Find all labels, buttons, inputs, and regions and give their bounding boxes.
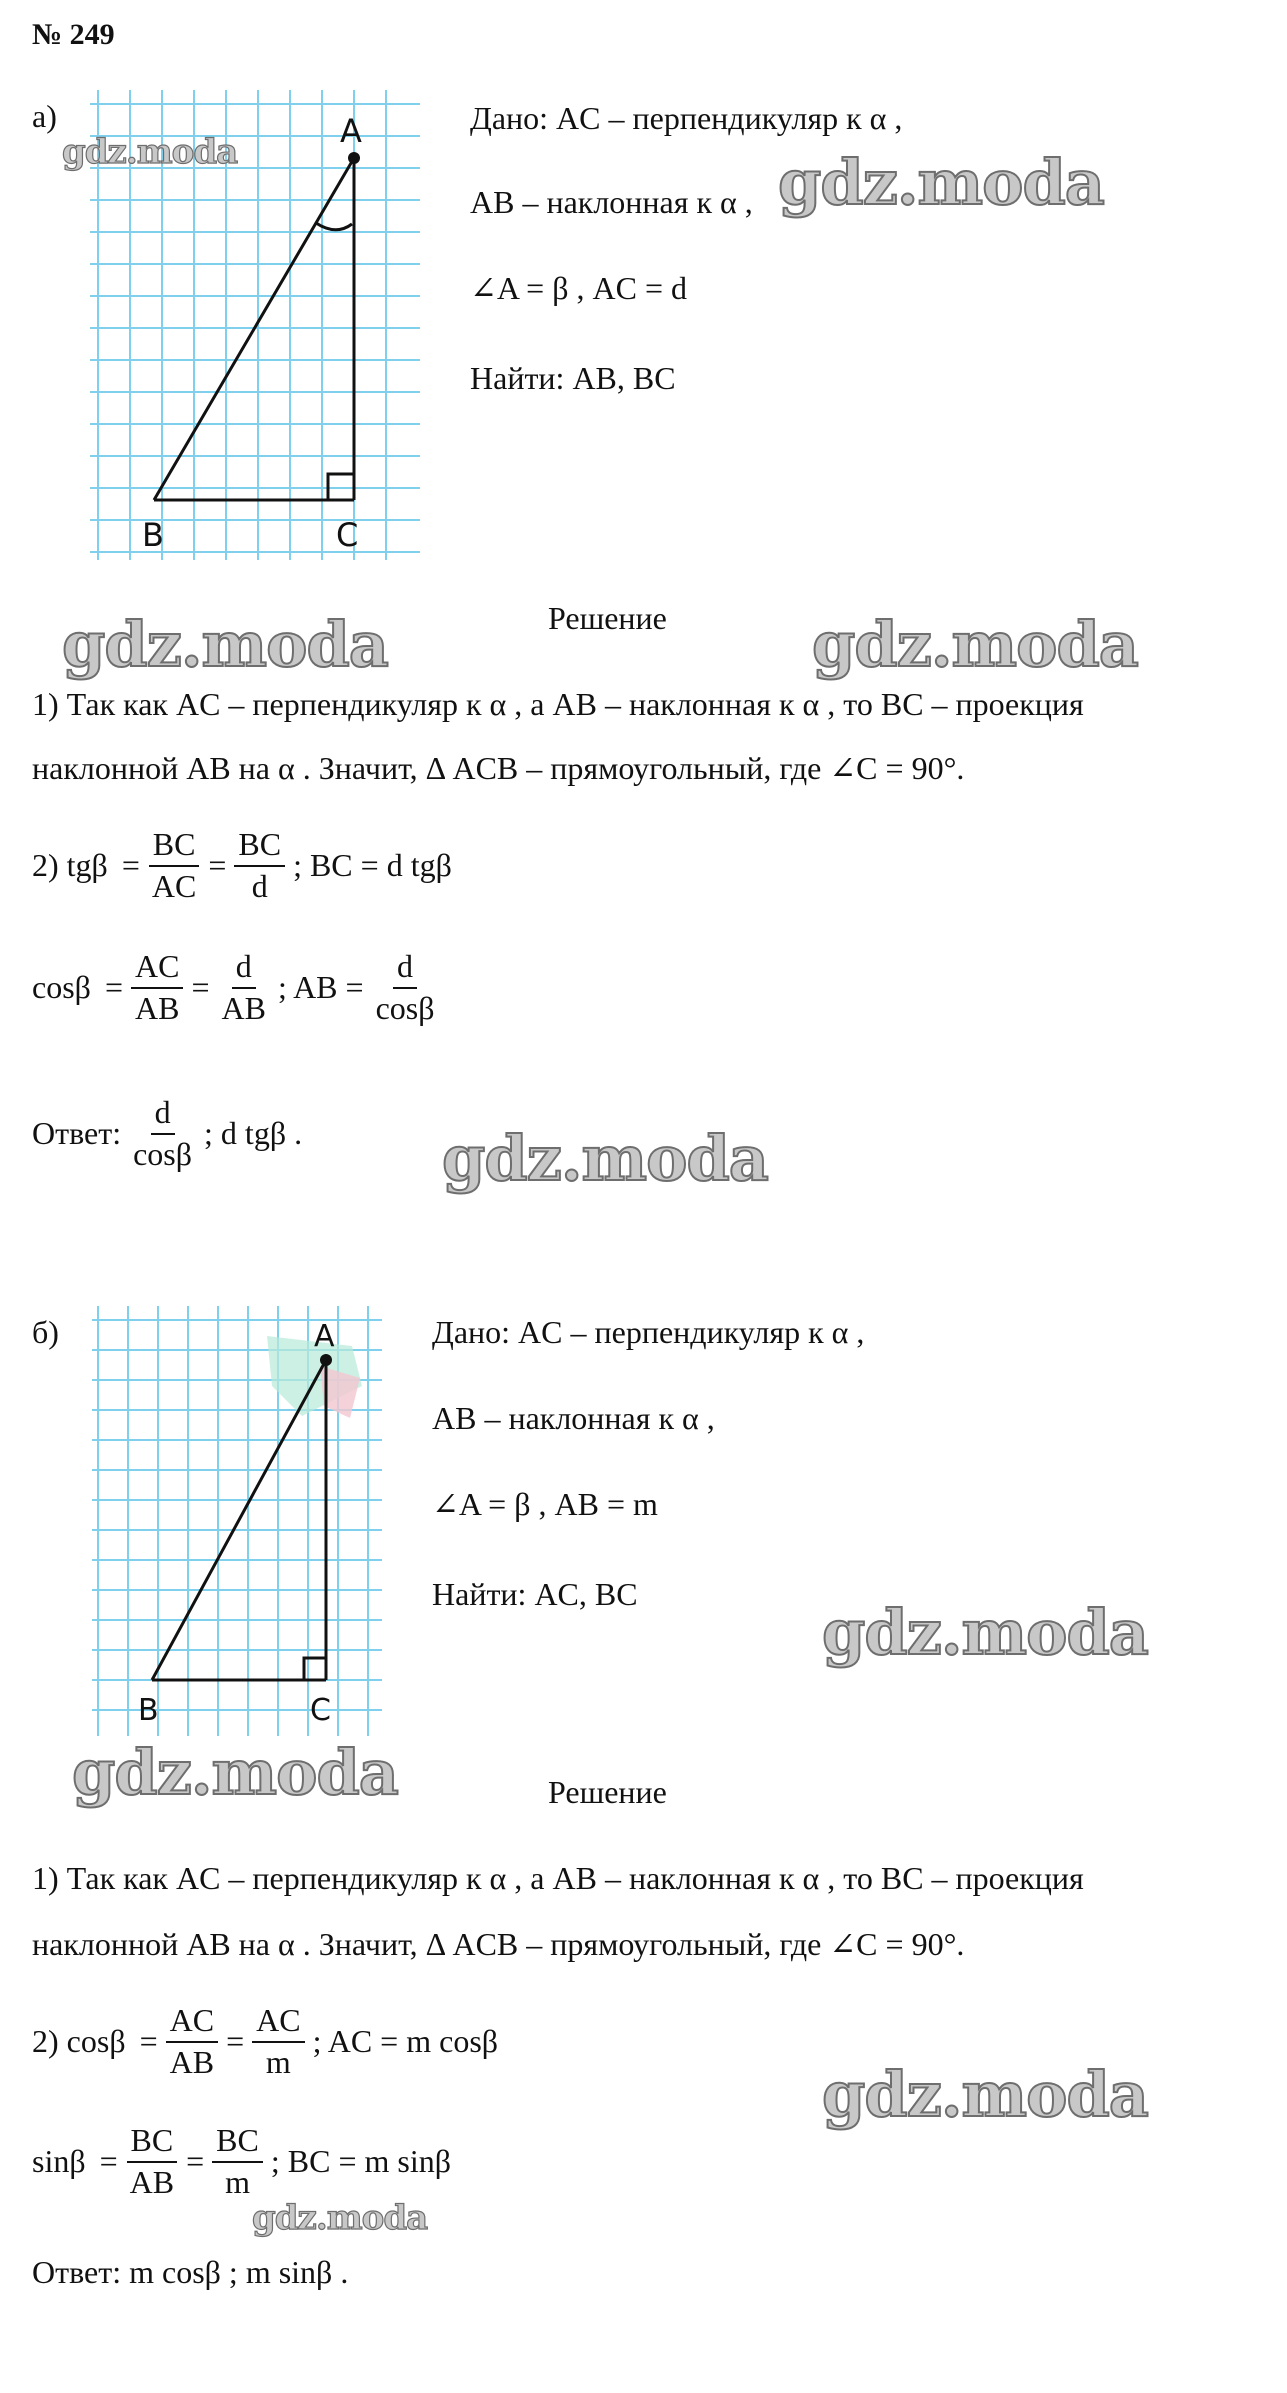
part-a-step1-line2: наклонной AB на α . Значит, Δ ACB – прямоугольный, где ∠C = 90°. (32, 750, 965, 786)
fraction: $\frac{BC}{AB}$ (126, 2124, 178, 2199)
watermark: gdz.moda (62, 608, 388, 681)
fraction: $\frac{d}{AB}$ (221, 948, 266, 1026)
fraction: $\frac{d}{\cos\beta}$ (375, 948, 435, 1026)
part-b-step3: sinβ = $\frac{BC}{AB}$ = $\frac{BC}{m}$ ; BC = m sinβ (32, 2122, 451, 2200)
part-b-step2: 2) cosβ = $\frac{AC}{AB}$ = $\frac{AC}{m}$ ; AC = m cosβ (32, 2002, 499, 2080)
part-a-step1-line1: 1) Так как AC – перпендикуляр к α , а AB – наклонная к α , то BC – проекция (32, 686, 1084, 722)
label-a: A (314, 1319, 335, 1354)
part-b-step1-line1: 1) Так как AC – перпендикуляр к α , а AB – наклонная к α , то BC – проекция (32, 1860, 1084, 1896)
fraction: $\frac{AC}{m}$ (252, 2004, 304, 2079)
part-a-step2: 2) tgβ = $\frac{BC}{AC}$ = $\frac{BC}{d}$ ; BC = d tgβ (32, 826, 452, 904)
watermark: gdz.moda (812, 608, 1138, 681)
fraction: $\frac{AC}{AB}$ (131, 950, 183, 1025)
fraction: $\frac{AC}{AB}$ (166, 2004, 218, 2079)
part-a-step3: cosβ = $\frac{AC}{AB}$ = $\frac{d}{AB}$ ; AB = $\frac{d}{\cos\beta}$ (32, 950, 447, 1025)
part-b-given-1: Дано: AC – перпендикуляр к α , (432, 1314, 865, 1350)
part-b-answer: Ответ: m cosβ ; m sinβ . (32, 2254, 349, 2290)
part-a-given-3: ∠A = β , AC = d (470, 270, 687, 306)
problem-number: № 249 (32, 18, 115, 51)
watermark: gdz.moda (442, 1122, 768, 1195)
label-c: C (310, 1693, 331, 1728)
part-a-solution-title: Решение (548, 600, 667, 636)
part-b-diagram (92, 1306, 382, 1736)
point-a (320, 1354, 332, 1366)
label-a: A (340, 112, 362, 150)
segment-ab (152, 1360, 326, 1680)
part-b-given-3: ∠A = β , AB = m (432, 1486, 658, 1522)
part-a-given-1: Дано: AC – перпендикуляр к α , (470, 100, 903, 136)
watermark: gdz.moda (252, 2198, 428, 2238)
fraction: $\frac{BC}{d}$ (234, 828, 285, 903)
part-a-given-2: AB – наклонная к α , (470, 184, 753, 220)
part-a-answer: Ответ: $\frac{d}{\cos\beta}$ ; d tgβ . (32, 1094, 303, 1172)
part-a-find: Найти: AB, BC (470, 360, 676, 396)
part-b-label: б) (32, 1314, 59, 1350)
watermark: gdz.moda (72, 1736, 398, 1809)
watermark: gdz.moda (778, 146, 1104, 219)
part-b-step1-line2: наклонной AB на α . Значит, Δ ACB – прямоугольный, где ∠C = 90°. (32, 1926, 965, 1962)
part-b-given-2: AB – наклонная к α , (432, 1400, 715, 1436)
label-b: B (142, 516, 164, 554)
fraction: $\frac{d}{\cos\beta}$ (133, 1094, 193, 1172)
fraction: $\frac{BC}{m}$ (212, 2124, 263, 2199)
part-a-label: а) (32, 98, 57, 134)
label-b: B (138, 1693, 159, 1728)
part-b-find: Найти: AC, BC (432, 1576, 638, 1612)
fraction: $\frac{BC}{AC}$ (148, 828, 200, 903)
part-b-solution-title: Решение (548, 1774, 667, 1810)
watermark: gdz.moda (822, 1596, 1148, 1669)
label-c: C (336, 516, 359, 554)
watermark: gdz.moda (822, 2058, 1148, 2131)
watermark: gdz.moda (62, 132, 238, 172)
point-a (348, 152, 360, 164)
